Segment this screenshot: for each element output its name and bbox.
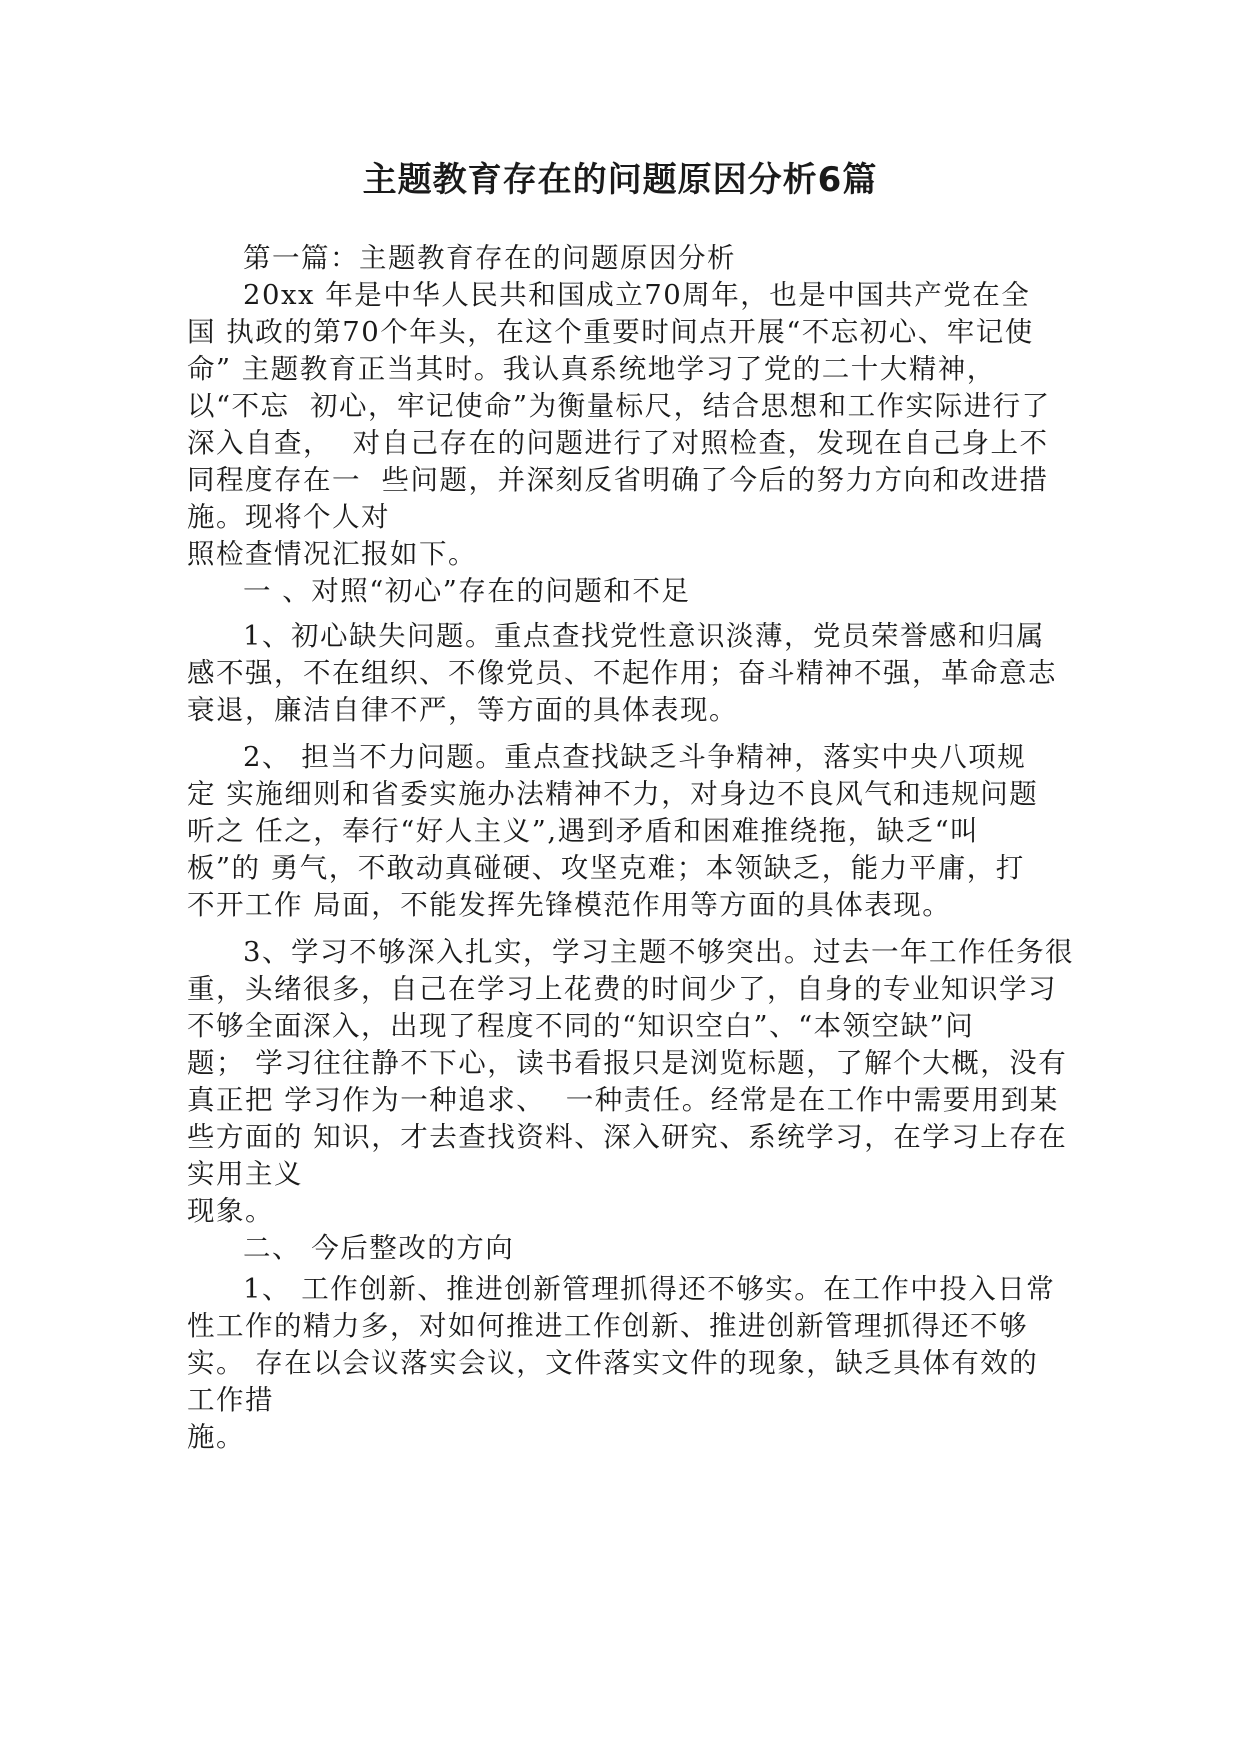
text-line: 施。 <box>187 1421 245 1453</box>
text-line: 感不强，不在组织、不像党员、不起作用；奋斗精神不强，革命意志 <box>187 657 1057 689</box>
text-line-subheading: 二、 今后整改的方向 <box>243 1232 515 1264</box>
text-line: 真正把 学习作为一种追求、 一种责任。经常是在工作中需要用到某 <box>187 1084 1059 1116</box>
text-line: 实用主义 <box>187 1158 303 1190</box>
text-line: 1、 工作创新、推进创新管理抓得还不够实。在工作中投入日常 <box>243 1273 1056 1305</box>
text-line: 国 执政的第70个年头，在这个重要时间点开展“不忘初心、牢记使 <box>187 316 1034 348</box>
text-line: 题； 学习往往静不下心，读书看报只是浏览标题，了解个大概，没有 <box>187 1047 1068 1079</box>
text-line: 板”的 勇气，不敢动真碰硬、攻坚克难；本领缺乏，能力平庸，打 <box>187 852 1025 884</box>
text-line: 施。现将个人对 <box>187 501 390 533</box>
document-body <box>187 240 1074 1456</box>
document-title: 主题教育存在的问题原因分析6篇 <box>362 160 878 200</box>
text-line: 20xx 年是中华人民共和国成立70周年，也是中国共产党在全 <box>243 279 1031 311</box>
text-line: 衰退，廉洁自律不严，等方面的具体表现。 <box>187 694 738 726</box>
text-line: 重，头绪很多，自己在学习上花费的时间少了，自身的专业知识学习 <box>187 973 1057 1005</box>
text-line-section-heading: 第一篇：主题教育存在的问题原因分析 <box>243 242 736 274</box>
text-line: 以“不忘 初心，牢记使命”为衡量标尺，结合思想和工作实际进行了 <box>187 390 1051 422</box>
text-line: 现象。 <box>187 1195 274 1227</box>
text-line: 听之 任之，奉行“好人主义”,遇到矛盾和困难推绕拖，缺乏“叫 <box>187 815 980 847</box>
text-line: 不开工作 局面，不能发挥先锋模范作用等方面的具体表现。 <box>187 889 952 921</box>
text-line: 实。 存在以会议落实会议，文件落实文件的现象，缺乏具体有效的 <box>187 1347 1039 1379</box>
text-line: 同程度存在一 些问题，并深刻反省明确了今后的努力方向和改进措 <box>187 464 1049 496</box>
text-line: 不够全面深入，出现了程度不同的“知识空白”、“本领空缺”问 <box>187 1010 975 1042</box>
text-line: 工作措 <box>187 1384 274 1416</box>
text-line-subheading: 一 、对照“初心”存在的问题和不足 <box>243 575 691 607</box>
text-line: 3、学习不够深入扎实，学习主题不够突出。过去一年工作任务很 <box>243 936 1074 968</box>
text-line: 照检查情况汇报如下。 <box>187 538 477 570</box>
text-line: 1、初心缺失问题。重点查找党性意识淡薄，党员荣誉感和归属 <box>243 620 1045 652</box>
text-line: 性工作的精力多，对如何推进工作创新、推进创新管理抓得还不够 <box>187 1310 1028 1342</box>
text-line: 些方面的 知识，才去查找资料、深入研究、系统学习，在学习上存在 <box>187 1121 1068 1153</box>
text-line: 命” 主题教育正当其时。我认真系统地学习了党的二十大精神， <box>187 353 996 385</box>
text-line: 2、 担当不力问题。重点查找缺乏斗争精神，落实中央八项规 <box>243 741 1027 773</box>
text-line: 定 实施细则和省委实施办法精神不力，对身边不良风气和违规问题 <box>187 778 1039 810</box>
text-line: 深入自查， 对自己存在的问题进行了对照检查，发现在自己身上不 <box>187 427 1049 459</box>
